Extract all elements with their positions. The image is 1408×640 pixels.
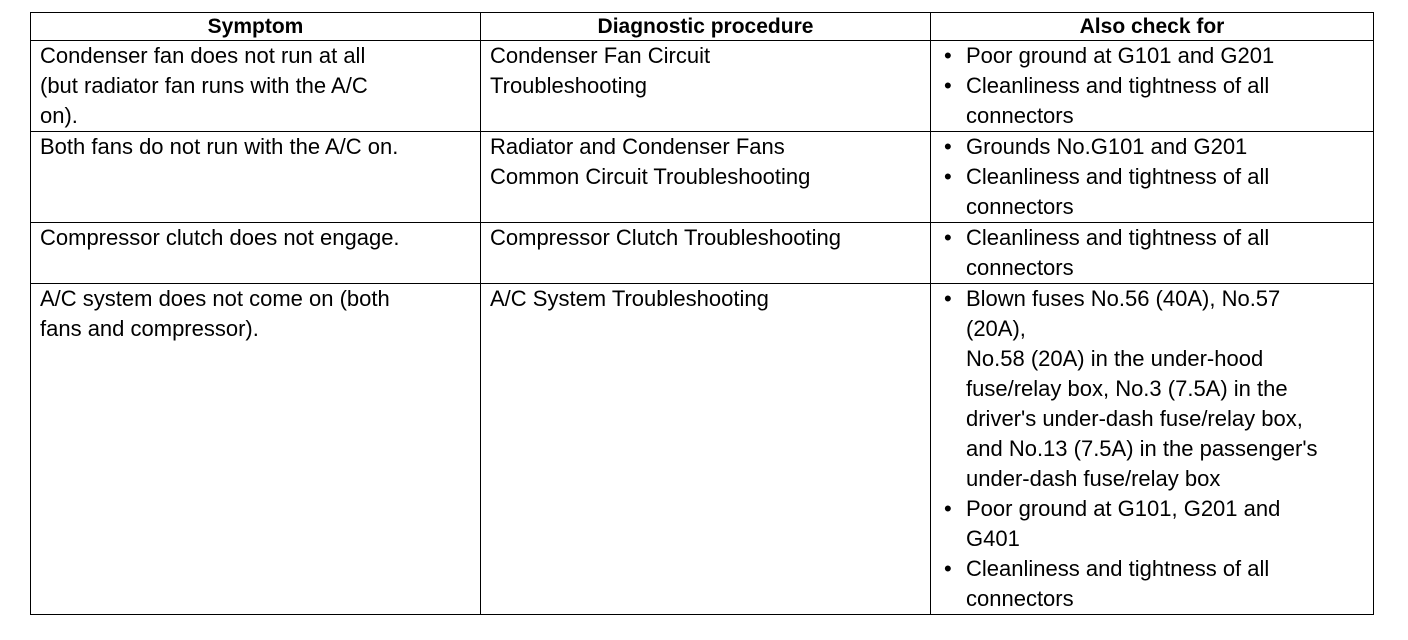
table-row [31, 41, 1374, 132]
symptom-text: (but radiator fan runs with the A/C [40, 73, 368, 98]
symptom-text: A/C system does not come on (both [40, 286, 390, 311]
table-row [31, 284, 1374, 615]
symptom-cell [31, 132, 481, 223]
check-text: under-dash fuse/relay box [966, 466, 1221, 491]
check-list [940, 284, 1367, 614]
check-list [940, 223, 1367, 283]
check-text: • Cleanliness and tightness of all [966, 164, 1270, 189]
check-text: • Grounds No.G101 and G201 [966, 134, 1248, 159]
table-row [31, 132, 1374, 223]
check-text: connectors [966, 255, 1074, 280]
check-text: connectors [966, 586, 1074, 611]
check-text: fuse/relay box, No.3 (7.5A) in the [966, 376, 1288, 401]
header-symptom: Symptom [31, 13, 481, 41]
check-list-item [940, 494, 1367, 554]
check-list-item [940, 41, 1367, 71]
procedure-text: Radiator and Condenser Fans [490, 134, 785, 159]
also-check-cell [931, 132, 1374, 223]
symptom-text: Condenser fan does not run at all [40, 43, 366, 68]
header-row [31, 13, 1374, 41]
procedure-text: Common Circuit Troubleshooting [490, 164, 811, 189]
check-list-item [940, 284, 1367, 494]
procedure-text: Condenser Fan Circuit [490, 43, 711, 68]
check-text: • Poor ground at G101, G201 and [966, 496, 1281, 521]
procedure-text: Troubleshooting [490, 73, 647, 98]
procedure-cell [481, 132, 931, 223]
check-list-item [940, 554, 1367, 614]
check-text: • Cleanliness and tightness of all [966, 73, 1270, 98]
check-list-item [940, 162, 1367, 222]
check-list-item [940, 223, 1367, 283]
check-list-item [940, 71, 1367, 131]
procedure-text: Compressor Clutch Troubleshooting [490, 225, 841, 250]
symptom-cell [31, 284, 481, 615]
procedure-cell [481, 284, 931, 615]
check-text: connectors [966, 103, 1074, 128]
table-body [31, 41, 1374, 615]
symptom-text: fans and compressor). [40, 316, 259, 341]
also-check-cell [931, 223, 1374, 284]
symptom-cell [31, 223, 481, 284]
check-list [940, 41, 1367, 131]
check-list [940, 132, 1367, 222]
symptom-cell [31, 41, 481, 132]
check-text: No.58 (20A) in the under-hood [966, 346, 1264, 371]
check-text: driver's under-dash fuse/relay box, [966, 406, 1303, 431]
check-text: • Blown fuses No.56 (40A), No.57 [966, 286, 1281, 311]
check-text: • Poor ground at G101 and G201 [966, 43, 1275, 68]
also-check-cell [931, 41, 1374, 132]
symptom-text: on). [40, 103, 78, 128]
procedure-cell [481, 41, 931, 132]
diagnostic-table [30, 12, 1374, 615]
symptom-text: Compressor clutch does not engage. [40, 225, 400, 250]
header-diagnostic-procedure: Diagnostic procedure [481, 13, 931, 41]
check-text: • Cleanliness and tightness of all [966, 225, 1270, 250]
check-text: connectors [966, 194, 1074, 219]
header-also-check-for: Also check for [931, 13, 1374, 41]
procedure-cell [481, 223, 931, 284]
check-list-item [940, 132, 1367, 162]
also-check-cell [931, 284, 1374, 615]
check-text: and No.13 (7.5A) in the passenger's [966, 436, 1318, 461]
check-text: (20A), [966, 316, 1026, 341]
symptom-text: Both fans do not run with the A/C on. [40, 134, 399, 159]
check-text: • Cleanliness and tightness of all [966, 556, 1270, 581]
procedure-text: A/C System Troubleshooting [490, 286, 769, 311]
check-text: G401 [966, 526, 1020, 551]
table-row [31, 223, 1374, 284]
